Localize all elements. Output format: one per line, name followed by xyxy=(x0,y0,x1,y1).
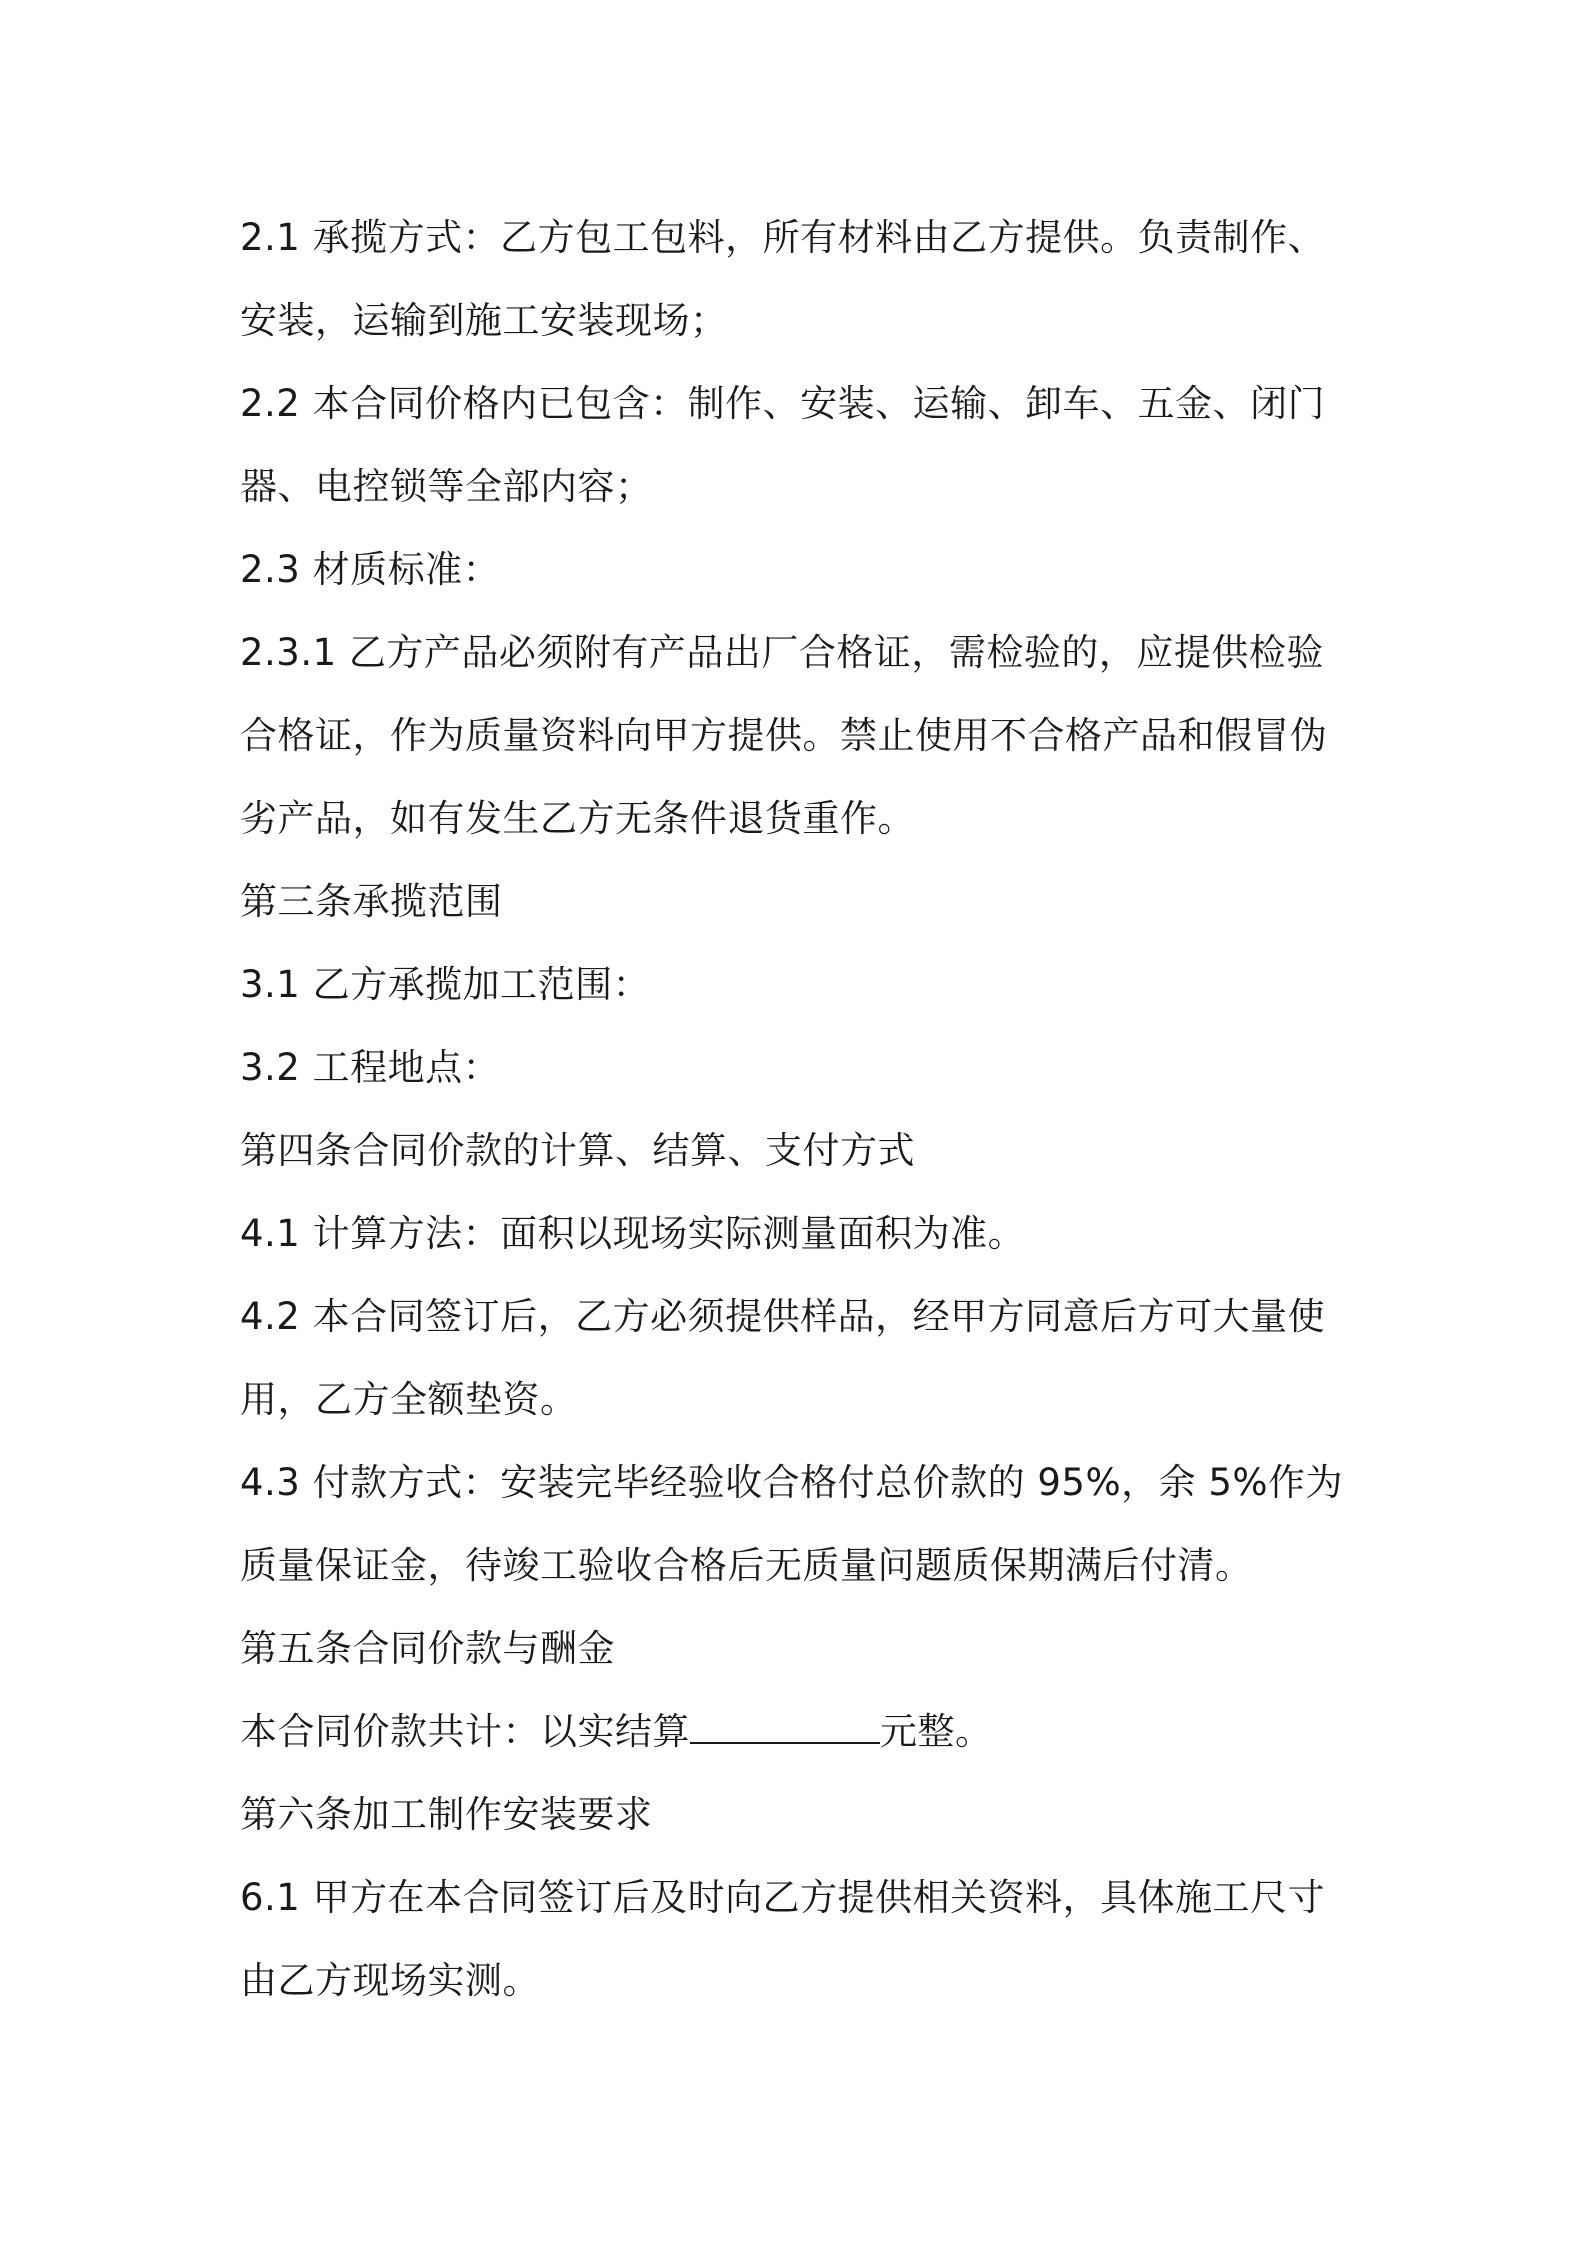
price-line xyxy=(240,1690,1358,1773)
document-body xyxy=(240,196,1358,2022)
clause-4-1: 4.1 计算方法：面积以现场实际测量面积为准。 xyxy=(240,1212,1026,1255)
clause-3-2: 3.2 工程地点： xyxy=(240,1046,501,1089)
clause-3-1: 3.1 乙方承揽加工范围： xyxy=(240,963,651,1006)
clause-2-2: 2.2 本合同价格内已包含：制作、安装、运输、卸车、五金、闭门器、电控锁等全部内容； xyxy=(240,382,1326,508)
clause-6-1: 6.1 甲方在本合同签订后及时向乙方提供相关资料，具体施工尺寸由乙方现场实测。 xyxy=(240,1876,1326,2002)
article-4-heading: 第四条合同价款的计算、结算、支付方式 xyxy=(240,1129,915,1172)
article-3-heading: 第三条承揽范围 xyxy=(240,880,503,923)
clause-4-2: 4.2 本合同签订后，乙方必须提供样品，经甲方同意后方可大量使用，乙方全额垫资。 xyxy=(240,1295,1326,1421)
article-6-heading: 第六条加工制作安装要求 xyxy=(240,1793,653,1836)
clause-4-3: 4.3 付款方式：安装完毕经验收合格付总价款的 95%，余 5%作为质量保证金，待竣工验收合格后无质量问题质保期满后付清。 xyxy=(240,1461,1344,1587)
article-5-heading: 第五条合同价款与酬金 xyxy=(240,1627,615,1670)
clause-2-3-1: 2.3.1 乙方产品必须附有产品出厂合格证，需检验的，应提供检验合格证，作为质量资料向甲方提供。禁止使用不合格产品和假冒伪劣产品，如有发生乙方无条件退货重作。 xyxy=(240,631,1328,840)
clause-2-1: 2.1 承揽方式：乙方包工包料，所有材料由乙方提供。负责制作、安装，运输到施工安装现场； xyxy=(240,216,1326,342)
price-line-prefix: 本合同价款共计：以实结算 xyxy=(240,1710,690,1753)
price-blank xyxy=(690,1712,880,1744)
price-line-suffix: 元整。 xyxy=(880,1710,993,1753)
clause-2-3: 2.3 材质标准： xyxy=(240,548,501,591)
